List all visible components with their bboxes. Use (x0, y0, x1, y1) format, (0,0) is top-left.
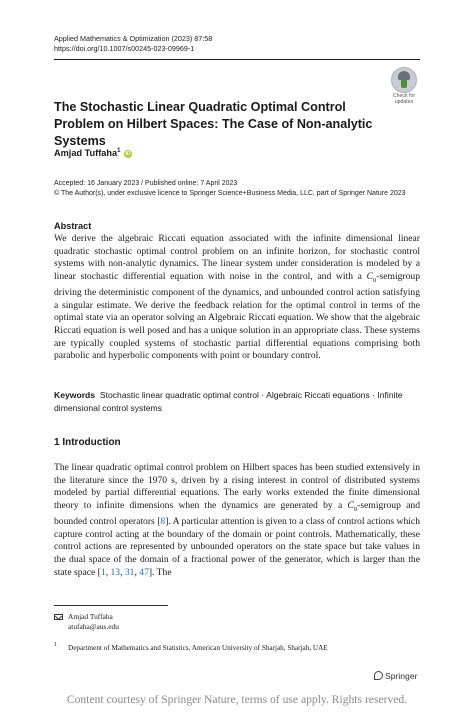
badge-line1: Check for (392, 93, 416, 99)
citation-link[interactable]: 47 (139, 566, 149, 578)
footnote-rule (54, 605, 168, 606)
envelope-icon (54, 614, 63, 620)
citation-link[interactable]: 31 (124, 566, 135, 578)
citation-separator: , (105, 566, 111, 578)
c0-symbol: C (366, 270, 374, 282)
orcid-icon[interactable]: iD (125, 151, 131, 158)
copyright-notice: © The Author(s), under exclusive licence to Springer Science+Business Media, LLC, part of Springer Nature 2023 (54, 190, 406, 197)
keywords-label: Keywords (54, 390, 96, 400)
citation-link[interactable]: 13 (110, 566, 121, 578)
intro-text-1: The linear quadratic optimal control problem on Hilbert spaces has been studied extensively in the literature since the 1970 s, driven by a rising interest in control of distributed systems modeled by partial differential equations. The early works extended the finite dimensional theory to infinite dimensions when the dynamics are generated by a (54, 462, 420, 511)
abstract-body (54, 233, 420, 363)
publication-dates: Accepted: 16 January 2023 / Published online: 7 April 2023 (54, 180, 238, 187)
citation-separator: , (120, 566, 125, 578)
author-name: Amjad Tuffaha (54, 148, 118, 159)
abstract-heading: Abstract (54, 221, 92, 231)
keywords (54, 389, 420, 414)
section-heading-introduction: 1 Introduction (54, 437, 121, 448)
c0-symbol: C (347, 499, 354, 511)
affiliation-number: 1 (54, 642, 57, 648)
courtesy-notice: Content courtesy of Springer Nature, terms of use apply. Rights reserved. (66, 693, 408, 706)
corresponding-author-email[interactable]: atufaha@aus.edu (68, 622, 119, 631)
paper-title: The Stochastic Linear Quadratic Optimal Control Problem on Hilbert Spaces: The Case of Non-analytic Systems (54, 100, 373, 148)
citation-link[interactable]: 1 (100, 566, 106, 578)
journal-citation: Applied Mathematics & Optimization (2023) 87:58 (54, 34, 213, 43)
intro-text-2: -semigroup and bounded control operators [ (54, 499, 420, 528)
abstract-text-2: -semigroup driving the deterministic component of the dynamics, and unbounded control action satisfying a singular estimate. We derive the feedback relation for the optimal control in terms of the optimal state via an operator solving an Algebraic Riccati equation. We show that the algebraic Riccati equation is well posed and has a unique solution in an appropriate class. These systems are typically coupled systems of stochastic partial differential equations comprising both parabolic and hyperbolic components with point or boundary control. (54, 270, 420, 362)
citation-link[interactable]: 8 (160, 516, 166, 528)
intro-text-4: ]. The (148, 566, 172, 578)
intro-text-3: ]. A particular attention is given to a class of control actions which capture control acting at the boundary of the domain or point controls. Mathematically, these control actions are represented by unbounded operators on the state space but take values in the dual space of the domain of a fractional power of the generator, which is larger than the state space [ (54, 516, 420, 578)
c0-subscript: 0 (353, 505, 358, 513)
crossmark-icon (391, 67, 417, 93)
publisher-name: Springer (385, 671, 418, 681)
publisher-mark (374, 671, 417, 681)
affiliation-text: Department of Mathematics and Statistics, American University of Sharjah, Sharjah, UAE (68, 644, 328, 652)
author-line (54, 148, 132, 158)
keywords-text: Stochastic linear quadratic optimal control · Algebraic Riccati equations · Infinite dimensional control systems (54, 390, 403, 413)
corresponding-author-name: Amjad Tuffaha (68, 612, 113, 621)
c0-subscript: 0 (373, 276, 377, 284)
abstract-text-1: We derive the algebraic Riccati equation associated with the infinite dimensional linear quadratic stochastic optimal control problem on an infinite horizon, for stochastic control systems with non-analytic dynamics. The linear system under consideration is modeled by a linear stochastic differential equation with noise in the control, and with a (54, 233, 420, 282)
citation-separator: , (134, 566, 140, 578)
springer-logo-icon (374, 671, 383, 680)
header-rule (54, 59, 420, 60)
check-for-updates-badge[interactable] (389, 67, 419, 103)
introduction-paragraph (54, 462, 420, 579)
badge-line2: updates (394, 98, 414, 105)
doi-link[interactable]: https://doi.org/10.1007/s00245-023-09969-1 (54, 44, 195, 53)
author-affiliation-mark: 1 (117, 148, 121, 154)
